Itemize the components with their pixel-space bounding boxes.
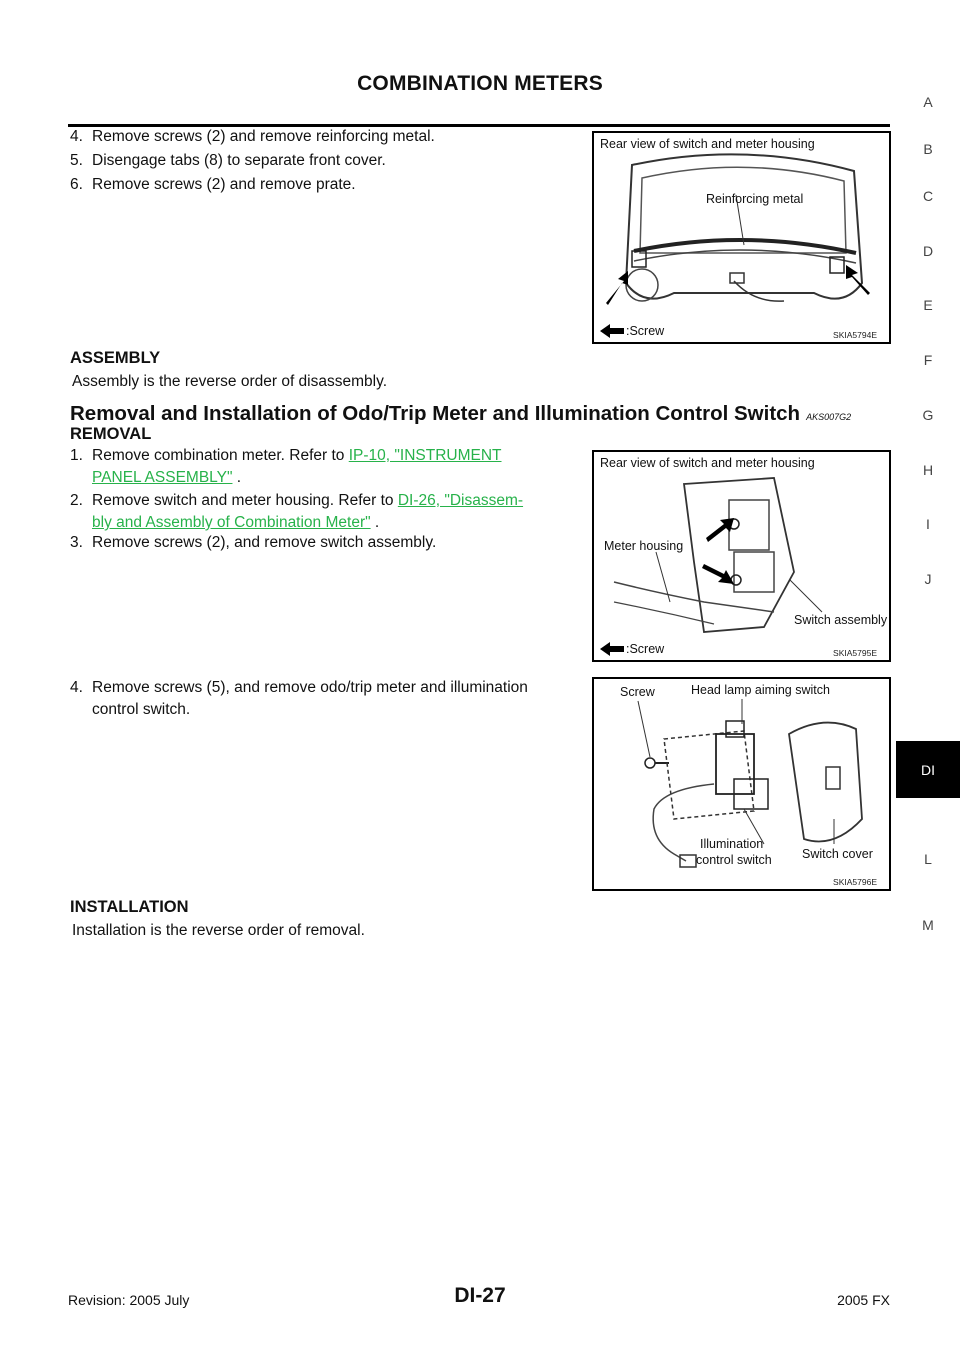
step-text: Remove screws (2), and remove switch assembly. — [92, 534, 437, 551]
removal-heading: REMOVAL — [70, 425, 152, 443]
step-number: 3. — [70, 534, 83, 551]
side-index-d[interactable]: D — [922, 243, 934, 259]
label-switch-cover: Switch cover — [802, 847, 873, 861]
step-number: 4. — [70, 679, 83, 696]
arrow-icon — [600, 324, 624, 338]
assembly-heading: ASSEMBLY — [70, 349, 161, 367]
side-index-f[interactable]: F — [923, 352, 933, 368]
step-text: Remove screws (2) and remove reinforcing metal. — [92, 128, 435, 145]
side-index-i[interactable]: I — [926, 516, 930, 532]
footer-page-number: DI-27 — [454, 1284, 506, 1307]
removal-step-4 — [70, 677, 582, 721]
removal-step-2 — [70, 490, 582, 534]
screw-legend — [600, 642, 664, 656]
step-text: Remove combination meter. Refer to — [92, 447, 349, 464]
step-number: 6. — [70, 176, 83, 193]
legend-text: :Screw — [626, 642, 665, 656]
link-ip-10[interactable]: IP-10, "INSTRUMENT — [348, 447, 502, 464]
side-index-di-active[interactable]: DI — [896, 741, 960, 798]
step-number: 5. — [70, 152, 83, 169]
removal-step-1 — [70, 445, 582, 489]
side-index-m[interactable]: M — [922, 917, 934, 933]
step-text: Disengage tabs (8) to separate front cover. — [92, 152, 386, 169]
link-di-26-cont[interactable]: bly and Assembly of Combination Meter" — [92, 514, 371, 531]
meter-housing-illustration — [594, 133, 889, 342]
step-text-cont: control switch. — [92, 701, 191, 718]
step-number: 4. — [70, 128, 83, 145]
assembly-text: Assembly is the reverse order of disassembly. — [72, 373, 387, 390]
figure-code: SKIA5796E — [833, 877, 877, 887]
installation-text: Installation is the reverse order of removal. — [72, 922, 365, 939]
label-head-lamp-aiming-switch: Head lamp aiming switch — [691, 683, 830, 697]
side-index-e[interactable]: E — [923, 297, 933, 313]
label-screw: Screw — [620, 685, 655, 699]
side-index-j[interactable]: J — [924, 571, 932, 587]
footer-revision: Revision: 2005 July — [68, 1292, 190, 1308]
figure-illumination-switch — [592, 677, 891, 891]
arrow-icon — [600, 642, 624, 656]
figure-code: SKIA5795E — [833, 648, 877, 658]
installation-heading: INSTALLATION — [70, 898, 189, 916]
side-index-g[interactable]: G — [922, 407, 934, 423]
label-control-switch: control switch — [696, 853, 772, 867]
figure-code: SKIA5794E — [833, 330, 877, 340]
label-meter-housing: Meter housing — [604, 539, 684, 553]
link-di-26[interactable]: DI-26, "Disassem- — [397, 492, 524, 509]
screw-legend — [600, 324, 664, 338]
side-index-a[interactable]: A — [923, 94, 933, 110]
side-index-b[interactable]: B — [923, 141, 933, 157]
step-suffix: . — [232, 469, 242, 486]
section-code: AKS007G2 — [806, 412, 852, 422]
switch-housing-illustration — [594, 452, 889, 660]
label-illumination: Illumination — [700, 837, 764, 851]
label-switch-assembly: Switch assembly — [794, 613, 888, 627]
figure-title: Rear view of switch and meter housing — [600, 456, 815, 470]
label-reinforcing-metal: Reinforcing metal — [706, 192, 804, 206]
step-text: Remove screws (5), and remove odo/trip meter and illumination — [92, 679, 528, 696]
section-heading-text: Removal and Installation of Odo/Trip Meter and Illumination Control Switch — [70, 402, 801, 425]
link-ip-10-cont[interactable]: PANEL ASSEMBLY" — [92, 469, 233, 486]
side-index-l[interactable]: L — [924, 851, 932, 867]
step-text: Remove switch and meter housing. Refer to — [92, 492, 398, 509]
side-index-h[interactable]: H — [922, 462, 934, 478]
figure-title: Rear view of switch and meter housing — [600, 137, 815, 151]
figure-switch-assembly — [592, 450, 891, 662]
step-text: Remove screws (2) and remove prate. — [92, 176, 356, 193]
disassembly-step-5 — [70, 150, 582, 172]
disassembly-step-4 — [70, 126, 582, 148]
footer-model: 2005 FX — [837, 1292, 890, 1308]
section-heading — [70, 402, 851, 426]
step-suffix: . — [370, 514, 380, 531]
removal-step-3 — [70, 532, 582, 554]
side-index-c[interactable]: C — [922, 188, 934, 204]
step-number: 1. — [70, 447, 83, 464]
step-number: 2. — [70, 492, 83, 509]
disassembly-step-6 — [70, 174, 582, 196]
legend-text: :Screw — [626, 324, 665, 338]
page-title: COMBINATION METERS — [357, 72, 603, 95]
figure-reinforcing-metal — [592, 131, 891, 344]
